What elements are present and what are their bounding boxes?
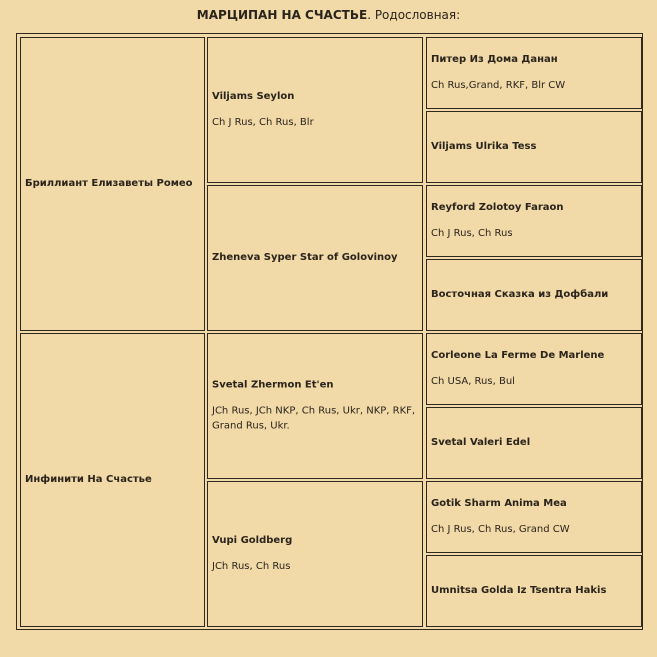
pedigree-dam-dam	[207, 481, 423, 627]
pedigree-sire-sire	[207, 37, 423, 183]
sire-sire-name: Viljams Seylon	[212, 91, 295, 102]
pedigree-ancestor	[426, 481, 642, 553]
ancestor-name: Gotik Sharm Anima Mea	[431, 498, 567, 509]
pedigree-ancestor	[426, 37, 642, 109]
pedigree-dam	[20, 333, 205, 627]
dam-dam-name: Vupi Goldberg	[212, 535, 293, 546]
dam-sire-name: Svetal Zhermon Et'en	[212, 379, 334, 391]
pedigree-ancestor	[426, 111, 642, 183]
dam-sire-titles: JCh Rus, JCh NKP, Ch Rus, Ukr, NKP, RKF, Grand Rus, Ukr.	[212, 405, 416, 432]
ancestor-name: Corleone La Ferme De Marlene	[431, 350, 605, 361]
ancestor-name: Питер Из Дома Данан	[431, 54, 558, 65]
pedigree-dam-sire	[207, 333, 423, 479]
sire-sire-titles: Ch J Rus, Ch Rus, Blr	[212, 117, 314, 128]
page-title	[0, 7, 657, 23]
pedigree-ancestor	[426, 333, 642, 405]
ancestor-titles: Ch Rus,Grand, RKF, Blr CW	[431, 80, 566, 91]
sire-dam-name: Zheneva Syper Star of Golovinoy	[212, 252, 398, 263]
ancestor-name: Восточная Сказка из Дофбали	[431, 289, 609, 300]
pedigree-ancestor	[426, 259, 642, 331]
ancestor-name: Viljams Ulrika Tess	[431, 141, 537, 152]
pedigree-ancestor	[426, 185, 642, 257]
ancestor-name: Svetal Valeri Edel	[431, 437, 531, 448]
title-suffix: . Родословная:	[367, 8, 461, 22]
pedigree-sire	[20, 37, 205, 331]
title-dog-name: МАРЦИПАН НА СЧАСТЬЕ	[196, 8, 368, 22]
dam-dam-titles: JCh Rus, Ch Rus	[212, 561, 291, 572]
ancestor-titles: Ch USA, Rus, Bul	[431, 376, 515, 387]
pedigree-ancestor	[426, 407, 642, 479]
sire-name: Бриллиант Елизаветы Ромео	[25, 178, 193, 189]
ancestor-name: Umnitsa Golda Iz Tsentra Hakis	[431, 585, 607, 596]
ancestor-titles: Ch J Rus, Ch Rus, Grand CW	[431, 524, 570, 535]
dam-name: Инфинити На Счастье	[25, 474, 152, 485]
pedigree-sire-dam	[207, 185, 423, 331]
pedigree-ancestor	[426, 555, 642, 627]
ancestor-titles: Ch J Rus, Ch Rus	[431, 228, 513, 239]
ancestor-name: Reyford Zolotoy Faraon	[431, 202, 564, 213]
pedigree-table	[16, 33, 643, 630]
